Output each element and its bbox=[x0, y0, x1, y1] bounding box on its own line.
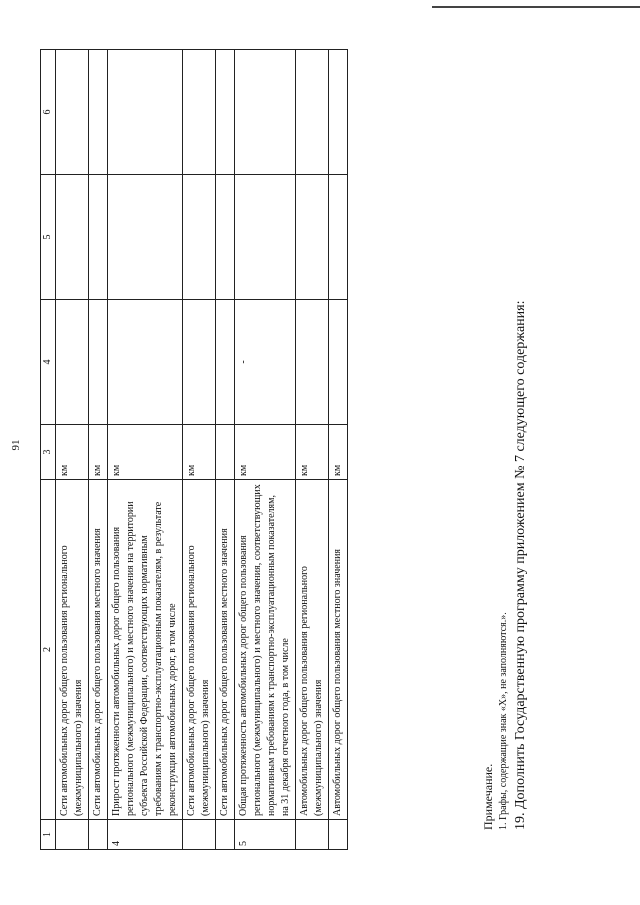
header-cell: 2 bbox=[41, 480, 56, 820]
table-row bbox=[183, 50, 216, 850]
value-cell bbox=[183, 300, 216, 425]
value-cell bbox=[329, 300, 348, 425]
indicator-table bbox=[40, 49, 348, 850]
note-title: Примечание. bbox=[481, 763, 495, 830]
value-cell bbox=[296, 175, 329, 300]
row-number bbox=[183, 820, 216, 850]
unit-cell: км bbox=[56, 425, 89, 480]
note-line-1: 1. Графы, содержащие знак «Х», не заполняются.». bbox=[498, 612, 509, 830]
note-line-2: 19. Дополнить Государственную программу приложением № 7 следующего содержания: bbox=[513, 300, 528, 830]
unit-cell: км bbox=[329, 425, 348, 480]
table-row bbox=[216, 50, 235, 850]
indicator-name: Сети автомобильных дорог общего пользования регионального (межмуниципального) значения bbox=[183, 480, 216, 820]
indicator-name: Общая протяженность автомобильных дорог общего пользования регионального (межмуниципального) и местного значения, соответствующих нормативным требованиям к транспортно-эксплуатационным показателям, на 31 декабря отчетного года, в том числе bbox=[235, 480, 296, 820]
value-cell bbox=[296, 300, 329, 425]
row-number bbox=[216, 820, 235, 850]
page-number: 91 bbox=[10, 439, 22, 451]
value-cell bbox=[329, 175, 348, 300]
value-cell bbox=[56, 175, 89, 300]
indicator-name: Сети автомобильных дорог общего пользования местного значения bbox=[89, 480, 108, 820]
notes-block bbox=[480, 301, 530, 831]
unit-cell: км bbox=[235, 425, 296, 480]
header-cell: 3 bbox=[41, 425, 56, 480]
row-number bbox=[89, 820, 108, 850]
table-row bbox=[56, 50, 89, 850]
value-cell bbox=[108, 175, 183, 300]
value-cell bbox=[89, 300, 108, 425]
value-cell bbox=[183, 175, 216, 300]
indicator-name: Сети автомобильных дорог общего пользования местного значения bbox=[216, 480, 235, 820]
indicator-name: Автомобильных дорог общего пользования регионального (межмуниципального) значения bbox=[296, 480, 329, 820]
value-cell bbox=[89, 175, 108, 300]
table-row bbox=[89, 50, 108, 850]
value-cell bbox=[89, 50, 108, 175]
table-header-row bbox=[41, 50, 56, 850]
value-cell bbox=[216, 300, 235, 425]
indicator-name: Автомобильных дорог общего пользования местного значения bbox=[329, 480, 348, 820]
unit-cell bbox=[216, 425, 235, 480]
row-number: 5 bbox=[235, 820, 296, 850]
header-cell: 6 bbox=[41, 50, 56, 175]
value-cell bbox=[235, 50, 296, 175]
table-row bbox=[296, 50, 329, 850]
value-cell bbox=[108, 300, 183, 425]
header-cell: 1 bbox=[41, 820, 56, 850]
value-cell bbox=[216, 175, 235, 300]
row-number bbox=[56, 820, 89, 850]
table-row bbox=[235, 50, 296, 850]
row-number bbox=[296, 820, 329, 850]
unit-cell: км bbox=[108, 425, 183, 480]
value-cell bbox=[56, 300, 89, 425]
row-number: 4 bbox=[108, 820, 183, 850]
value-cell: - bbox=[235, 300, 296, 425]
unit-cell: км bbox=[183, 425, 216, 480]
value-cell bbox=[56, 50, 89, 175]
table-row bbox=[329, 50, 348, 850]
value-cell bbox=[296, 50, 329, 175]
value-cell bbox=[216, 50, 235, 175]
value-cell bbox=[183, 50, 216, 175]
value-cell bbox=[329, 50, 348, 175]
header-cell: 4 bbox=[41, 300, 56, 425]
indicator-name: Сети автомобильных дорог общего пользования регионального (межмуниципального) значения bbox=[56, 480, 89, 820]
unit-cell: км bbox=[89, 425, 108, 480]
table-row bbox=[108, 50, 183, 850]
value-cell bbox=[108, 50, 183, 175]
unit-cell: км bbox=[296, 425, 329, 480]
row-number bbox=[329, 820, 348, 850]
header-cell: 5 bbox=[41, 175, 56, 300]
indicator-name: Прирост протяженности автомобильных дорог общего пользования регионального (межмуниципального) и местного значения на территории субъекта Российской Федерации, соответствующих нормативным требованиям к транспортно-эксплуатационным показателям, в результате реконструкции автомобильных дорог, в том числе bbox=[108, 480, 183, 820]
value-cell bbox=[235, 175, 296, 300]
